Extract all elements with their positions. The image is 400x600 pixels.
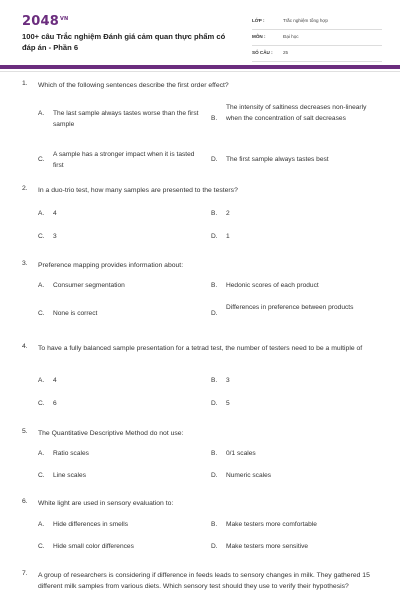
- option-letter: A.: [38, 282, 45, 289]
- option-letter: B.: [211, 521, 218, 528]
- option-letter: A.: [38, 110, 45, 117]
- option-text: Differences in preference between products: [226, 304, 354, 311]
- option-text: 4: [53, 210, 57, 217]
- option-letter: C.: [38, 472, 45, 479]
- option-text: Hedonic scores of each product: [226, 282, 319, 289]
- option-text: Make testers more comfortable: [226, 521, 317, 528]
- option-letter: B.: [211, 115, 218, 122]
- option-letter: A.: [38, 450, 45, 457]
- document-title: 100+ câu Trắc nghiệm Đánh giá cảm quan thực phẩm có đáp án - Phần 6: [22, 32, 226, 52]
- option-letter: B.: [211, 282, 218, 289]
- document-header: [0, 0, 400, 70]
- meta-key: LỚP :: [252, 18, 265, 23]
- question-text: To have a fully balanced sample presentation for a tetrad test, the number of testers need to be a multiple of: [38, 345, 363, 352]
- option-text: 1: [226, 233, 230, 240]
- question-text: Preference mapping provides information about:: [38, 262, 184, 269]
- option-letter: D.: [211, 156, 218, 163]
- meta-info: [252, 17, 382, 65]
- question-text: The Quantitative Descriptive Method do not use:: [38, 430, 184, 437]
- meta-row-subject: [252, 33, 382, 46]
- option-letter: B.: [211, 377, 218, 384]
- question-number: 5.: [22, 428, 28, 435]
- meta-key: MÔN :: [252, 34, 266, 39]
- option-letter: D.: [211, 400, 218, 407]
- option-letter: D.: [211, 543, 218, 550]
- option-text: Line scales: [53, 472, 86, 479]
- option-text: 5: [226, 400, 230, 407]
- option-text: The last sample always tastes worse than the first sample: [53, 110, 199, 128]
- option-letter: D.: [211, 233, 218, 240]
- question-text: In a duo-trio test, how many samples are presented to the testers?: [38, 187, 238, 194]
- option-letter: D.: [211, 472, 218, 479]
- option-text: Hide differences in smells: [53, 521, 129, 528]
- option-letter: C.: [38, 233, 45, 240]
- option-letter: C.: [38, 156, 45, 163]
- header-accent-bar: [0, 65, 400, 69]
- option-text: 4: [53, 377, 57, 384]
- option-letter: B.: [211, 210, 218, 217]
- option-letter: A.: [38, 377, 45, 384]
- option-text: Hide small color differences: [53, 543, 134, 550]
- option-letter: D.: [211, 310, 218, 317]
- option-text: 3: [226, 377, 230, 384]
- option-text: 3: [53, 233, 57, 240]
- option-text: None is correct: [53, 310, 98, 317]
- option-text: The first sample always tastes best: [226, 156, 329, 163]
- question-text: A group of researchers is considering if difference in feeds leads to sensory changes in milk. They gathered 15 different milk samples from various diets. Which sensory test should they use to verify their hypothesis?: [38, 572, 370, 590]
- meta-value: Đại học: [283, 34, 299, 39]
- option-text: Numeric scales: [226, 472, 272, 479]
- option-text: The intensity of saltiness decreases non-linearly when the concentration of salt decreases: [226, 104, 367, 122]
- question-number: 6.: [22, 498, 28, 505]
- option-text: 0/1 scales: [226, 450, 256, 457]
- question-number: 7.: [22, 570, 28, 577]
- option-text: Ratio scales: [53, 450, 89, 457]
- question-text: White light are used in sensory evaluation to:: [38, 500, 174, 507]
- option-text: Consumer segmentation: [53, 282, 125, 289]
- question-number: 2.: [22, 185, 28, 192]
- meta-row-count: [252, 49, 382, 62]
- question-number: 3.: [22, 260, 28, 267]
- meta-value: Trắc nghiệm tổng hợp: [283, 18, 328, 23]
- site-logo[interactable]: [22, 14, 68, 29]
- option-letter: C.: [38, 400, 45, 407]
- question-number: 1.: [22, 80, 28, 87]
- logo-text: 2048: [22, 14, 59, 29]
- option-letter: B.: [211, 450, 218, 457]
- meta-value: 25: [283, 50, 289, 55]
- option-letter: A.: [38, 210, 45, 217]
- option-letter: C.: [38, 310, 45, 317]
- option-letter: C.: [38, 543, 45, 550]
- logo-suffix: VN: [59, 15, 69, 22]
- divider: [0, 71, 400, 72]
- option-letter: A.: [38, 521, 45, 528]
- meta-key: SỐ CÂU :: [252, 50, 273, 55]
- question-text: Which of the following sentences describe the first order effect?: [38, 82, 229, 89]
- option-text: 2: [226, 210, 230, 217]
- option-text: 6: [53, 400, 57, 407]
- option-text: Make testers more sensitive: [226, 543, 309, 550]
- question-number: 4.: [22, 343, 28, 350]
- option-text: A sample has a stronger impact when it is tasted first: [53, 151, 195, 169]
- meta-row-class: [252, 17, 382, 30]
